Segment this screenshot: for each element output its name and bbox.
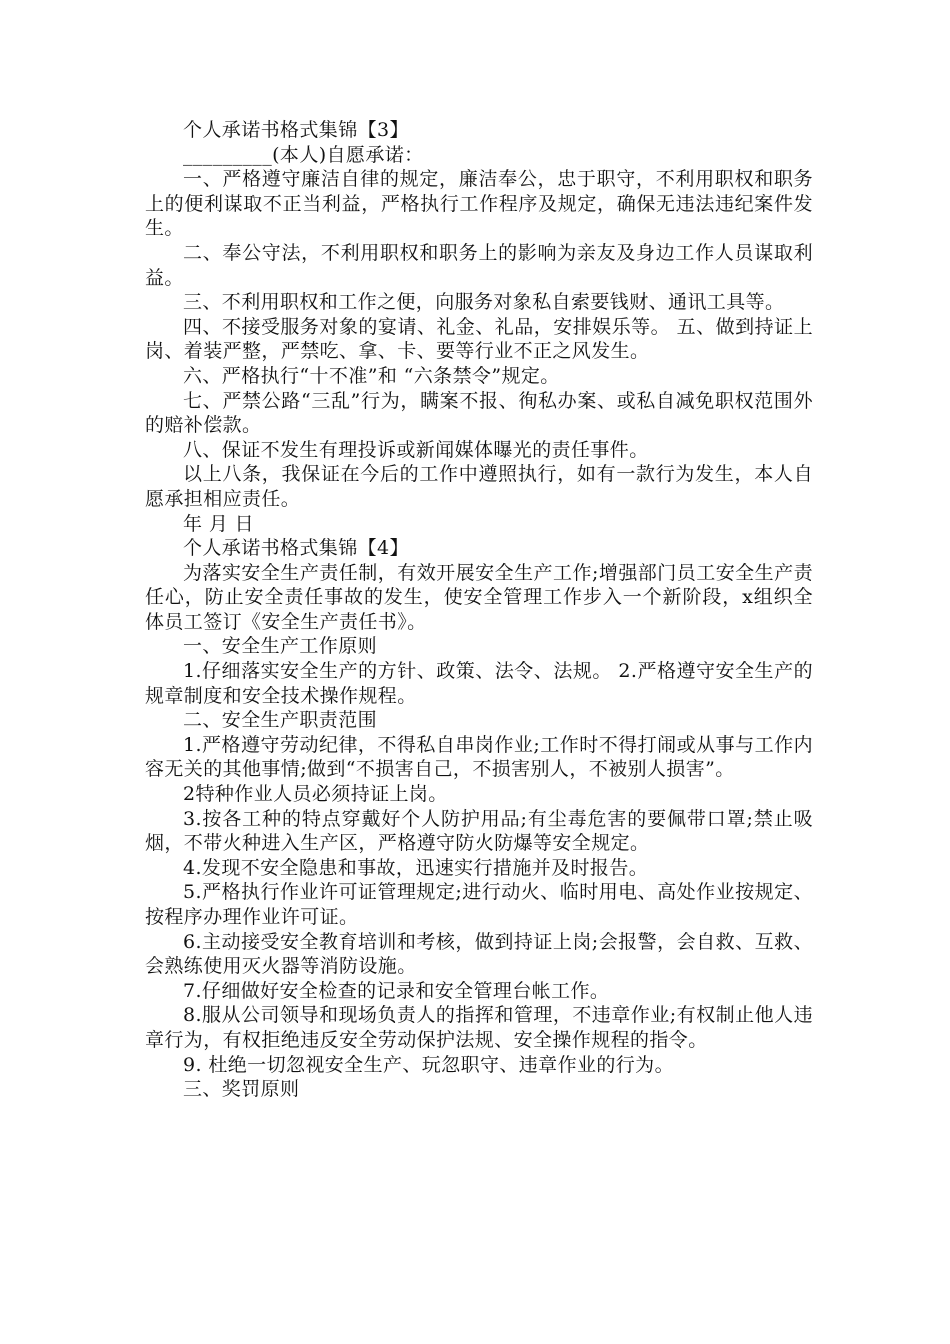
section-title-4: 个人承诺书格式集锦【4】 xyxy=(183,537,409,560)
principle-items: 1.仔细落实安全生产的方针、政策、法令、法规。 2.严格遵守安全生产的规章制度和安全技术操作规程。 xyxy=(145,660,813,707)
scope-item-3: 3.按各工种的特点穿戴好个人防护用品;有尘毒危害的要佩带口罩;禁止吸烟，不带火种进入生产区，严格遵守防火防爆等安全规定。 xyxy=(145,807,813,855)
scope-item-4: 4.发现不安全隐患和事故，迅速实行措施并及时报告。 xyxy=(183,856,649,879)
heading-work-principles: 一、安全生产工作原则 xyxy=(183,635,378,658)
scope-item-9: 9. 杜绝一切忽视安全生产、玩忽职守、违章作业的行为。 xyxy=(183,1053,674,1076)
scope-item-6: 6.主动接受安全教育培训和考核，做到持证上岗;会报警，会自救、互救、会熟练使用灭火器等消防设施。 xyxy=(145,930,813,978)
heading-responsibility-scope: 二、安全生产职责范围 xyxy=(183,709,378,732)
pledge-item-4-5: 四、不接受服务对象的宴请、礼金、礼品，安排娱乐等。 五、做到持证上岗、着装严整，严禁吃、拿、卡、要等行业不正之风发生。 xyxy=(145,315,813,363)
section-title-3: 个人承诺书格式集锦【3】 xyxy=(183,119,409,141)
pledge-intro: _________(本人)自愿承诺： xyxy=(183,143,424,166)
pledge-item-2: 二、奉公守法，不利用职权和职务上的影响为亲友及身边工作人员谋取利益。 xyxy=(145,241,813,289)
pledge-item-8: 八、保证不发生有理投诉或新闻媒体曝光的责任事件。 xyxy=(183,438,649,461)
heading-reward-penalty: 三、奖罚原则 xyxy=(183,1078,300,1101)
document-body xyxy=(145,118,813,1102)
scope-item-1: 1.严格遵守劳动纪律，不得私自串岗作业;工作时不得打闹或从事与工作内容无关的其他事情;做到“不损害自己，不损害别人，不被别人损害”。 xyxy=(145,733,813,781)
pledge-item-3: 三、不利用职权和工作之便，向服务对象私自索要钱财、通讯工具等。 xyxy=(183,291,785,314)
scope-item-5: 5.严格执行作业许可证管理规定;进行动火、临时用电、高处作业按规定、按程序办理作业许可证。 xyxy=(145,881,813,928)
date-line: 年 月 日 xyxy=(183,512,255,535)
pledge-item-6: 六、严格执行“十不准”和 “六条禁令”规定。 xyxy=(183,364,560,387)
pledge-conclusion: 以上八条，我保证在今后的工作中遵照执行，如有一款行为发生，本人自愿承担相应责任。 xyxy=(145,463,813,510)
scope-item-7: 7.仔细做好安全检查的记录和安全管理台帐工作。 xyxy=(183,979,610,1002)
scope-item-8: 8.服从公司领导和现场负责人的指挥和管理，不违章作业;有权制止他人违章行为，有权拒绝违反安全劳动保护法规、安全操作规程的指令。 xyxy=(145,1004,813,1051)
scope-item-2: 2特种作业人员必须持证上岗。 xyxy=(183,783,448,806)
pledge-item-7: 七、严禁公路“三乱”行为，瞒案不报、徇私办案、或私自减免职权范围外的赔补偿款。 xyxy=(145,389,813,437)
pledge-item-1: 一、严格遵守廉洁自律的规定，廉洁奉公，忠于职守，不利用职权和职务上的便利谋取不正当利益，严格执行工作程序及规定，确保无违法违纪案件发生。 xyxy=(145,168,813,240)
safety-intro: 为落实安全生产责任制，有效开展安全生产工作;增强部门员工安全生产责任心，防止安全责任事故的发生，使安全管理工作步入一个新阶段，x组织全体员工签订《安全生产责任书》。 xyxy=(145,561,813,633)
